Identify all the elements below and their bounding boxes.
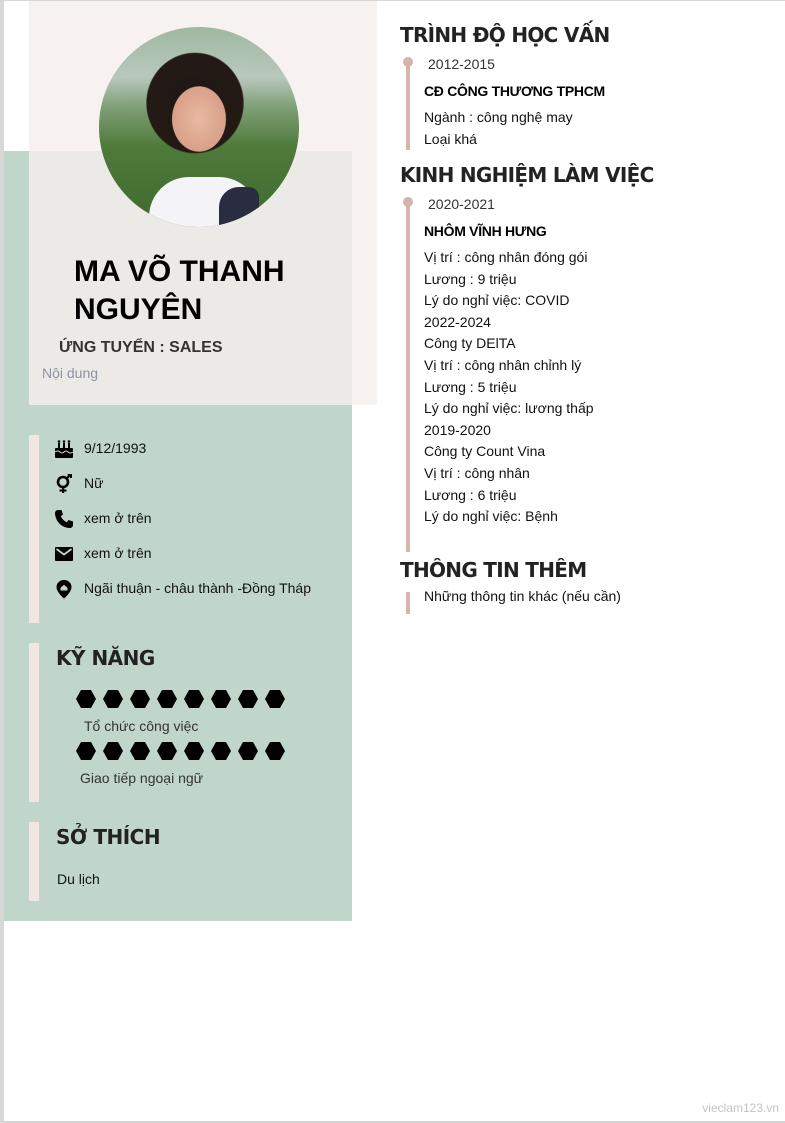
experience-line: Lương : 5 triệu (424, 378, 517, 395)
contact-gender (54, 472, 314, 494)
gender-icon (54, 472, 84, 494)
cv-page (4, 1, 785, 1122)
rating-hexagon-icon (184, 742, 204, 760)
education-major: Ngành : công nghệ may (424, 109, 573, 125)
phone-icon (54, 507, 84, 529)
rating-hexagon-icon (238, 690, 258, 708)
avatar[interactable] (99, 27, 299, 227)
experience-title: KINH NGHIỆM LÀM VIỆC (400, 163, 654, 187)
experience-line: 2019-2020 (424, 421, 491, 438)
candidate-name (74, 253, 344, 329)
rating-hexagon-icon (76, 742, 96, 760)
skill-label: Tổ chức công việc (84, 718, 199, 734)
skills-title: KỸ NĂNG (56, 646, 155, 670)
applied-position: ỨNG TUYỂN : SALES (59, 339, 223, 356)
skills-section-bar (29, 643, 39, 802)
experience-date: 2020-2021 (428, 196, 495, 212)
experience-line: 2022-2024 (424, 313, 491, 330)
education-school: CĐ CÔNG THƯƠNG TPHCM (424, 83, 605, 99)
rating-hexagon-icon (238, 742, 258, 760)
hobbies-title: SỞ THÍCH (56, 825, 161, 849)
experience-line: Lý do nghỉ việc: lương thấp (424, 400, 594, 417)
candidate-name-line1: MA VÕ THANH (74, 255, 285, 288)
rating-hexagon-icon (130, 742, 150, 760)
contact-birthday (54, 437, 314, 459)
contact-section-bar (29, 435, 39, 623)
contact-address (54, 577, 314, 599)
contact-gender-text: Nữ (84, 475, 104, 491)
experience-timeline-line (406, 198, 410, 552)
experience-line: Vị trí : công nhân (424, 464, 530, 481)
rating-hexagon-icon (157, 742, 177, 760)
avatar-jacket-shape (219, 187, 259, 227)
education-title: TRÌNH ĐỘ HỌC VẤN (400, 23, 610, 47)
contact-birthday-text: 9/12/1993 (84, 440, 147, 456)
contact-phone (54, 507, 314, 529)
education-details (424, 107, 573, 150)
watermark: vieclam123.vn (702, 1101, 779, 1115)
experience-line: Vị trí : công nhân chỉnh lý (424, 356, 582, 373)
rating-hexagon-icon (184, 690, 204, 708)
candidate-name-line2: NGUYÊN (74, 293, 203, 326)
skill-item (76, 690, 285, 734)
skill-item (76, 742, 285, 786)
additional-info-line (406, 592, 410, 614)
applied-position-content: Nội dung (42, 365, 99, 381)
rating-hexagon-icon (103, 742, 123, 760)
education-grade: Loại khá (424, 130, 477, 147)
rating-hexagon-icon (130, 690, 150, 708)
experience-line: Lương : 6 triệu (424, 486, 517, 503)
rating-hexagon-icon (103, 690, 123, 708)
experience-company: NHÔM VĨNH HƯNG (424, 223, 547, 239)
rating-hexagon-icon (211, 690, 231, 708)
experience-line: Lý do nghỉ việc: Bệnh (424, 508, 558, 525)
experience-line: Công ty DElTA (424, 335, 516, 352)
additional-info-title: THÔNG TIN THÊM (400, 558, 587, 582)
timeline-dot-icon (403, 197, 413, 207)
experience-line: Vị trí : công nhân đóng gói (424, 249, 588, 265)
birthday-cake-icon (54, 437, 84, 459)
experience-line: Lương : 9 triệu (424, 270, 517, 287)
rating-hexagon-icon (157, 690, 177, 708)
contact-email (54, 542, 314, 564)
contact-list (54, 437, 314, 612)
education-date: 2012-2015 (428, 56, 495, 72)
timeline-dot-icon (403, 57, 413, 67)
contact-email-text[interactable]: xem ở trên (84, 545, 152, 561)
skill-rating (76, 690, 285, 708)
hobbies-section-bar (29, 822, 39, 901)
email-icon (54, 542, 84, 564)
education-timeline-line (406, 58, 410, 150)
rating-hexagon-icon (211, 742, 231, 760)
skill-label: Giao tiếp ngoại ngữ (80, 770, 204, 786)
contact-phone-text[interactable]: xem ở trên (84, 510, 152, 526)
additional-info-text: Những thông tin khác (nếu cần) (424, 588, 621, 604)
experience-line: Công ty Count Vina (424, 443, 546, 460)
rating-hexagon-icon (265, 742, 285, 760)
location-pin-icon (54, 577, 84, 599)
contact-address-text: Ngãi thuận - châu thành -Đồng Tháp (84, 580, 312, 596)
experience-line: Lý do nghỉ việc: COVID (424, 292, 570, 309)
hobbies-text: Du lịch (57, 871, 100, 887)
rating-hexagon-icon (265, 690, 285, 708)
skill-rating (76, 742, 285, 760)
rating-hexagon-icon (76, 690, 96, 708)
experience-details (424, 247, 594, 528)
